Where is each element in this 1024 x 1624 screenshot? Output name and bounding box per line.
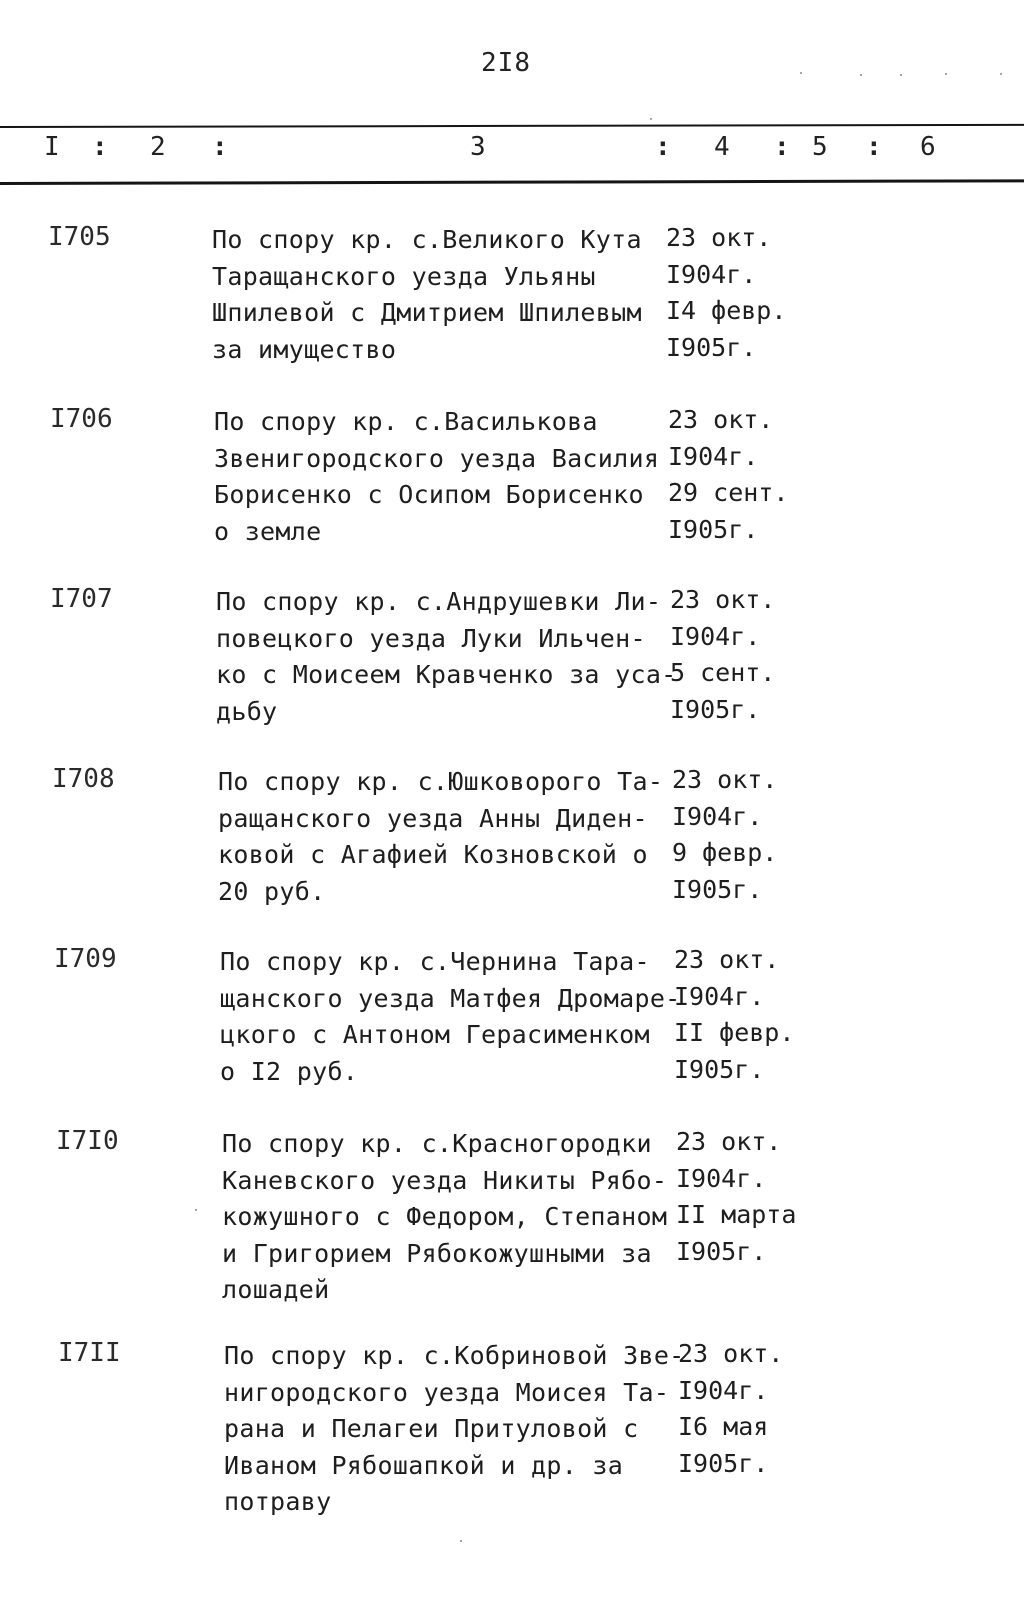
column-separator: : bbox=[866, 132, 882, 162]
description-line: лошадей bbox=[222, 1275, 330, 1304]
description-line: и Григорием Рябокожушными за bbox=[222, 1238, 652, 1268]
entry-number: I706 bbox=[50, 404, 113, 434]
description-line: нигородского уезда Моисея Та- bbox=[224, 1377, 670, 1407]
description-line: щанского уезда Матфея Дромаре- bbox=[220, 983, 681, 1013]
description-line: По спору кр. с.Кобриновой Зве- bbox=[224, 1341, 685, 1370]
entry-description bbox=[222, 1126, 682, 1309]
date-start: 23 окт. bbox=[666, 223, 772, 252]
column-header-4: 4 bbox=[714, 132, 730, 162]
description-line: ращанского уезда Анны Диден- bbox=[218, 803, 648, 833]
description-line: о земле bbox=[214, 516, 322, 546]
description-line: кожушного с Федором, Степаном bbox=[222, 1202, 668, 1231]
date-start: 23 окт. bbox=[676, 1127, 782, 1156]
scan-speck bbox=[800, 72, 802, 74]
description-line: По спору кр. с.Юшковорого Та- bbox=[218, 767, 664, 796]
date-start: 23 окт. bbox=[674, 945, 780, 974]
date-end: 9 февр. bbox=[672, 838, 778, 867]
date-start-year: I904г. bbox=[670, 621, 761, 651]
column-separator: : bbox=[212, 132, 228, 162]
date-end-year: I905г. bbox=[670, 694, 761, 724]
description-line: Каневского уезда Никиты Рябо- bbox=[222, 1165, 668, 1195]
column-separator: : bbox=[92, 132, 108, 162]
column-header-3: 3 bbox=[470, 132, 486, 162]
column-header-6: 6 bbox=[920, 132, 936, 162]
date-start-year: I904г. bbox=[674, 981, 765, 1011]
scan-speck bbox=[945, 73, 947, 75]
page-number: 2I8 bbox=[481, 48, 531, 78]
entry-number: I705 bbox=[48, 222, 111, 252]
description-line: ко с Моисеем Кравченко за уса- bbox=[216, 660, 677, 689]
scan-speck bbox=[1000, 73, 1002, 75]
entry-dates bbox=[676, 1124, 836, 1270]
date-start-year: I904г. bbox=[676, 1163, 767, 1193]
column-header-2: 2 bbox=[150, 132, 166, 162]
date-start: 23 окт. bbox=[668, 405, 774, 434]
description-line: о I2 руб. bbox=[220, 1056, 359, 1086]
table-header-bottom-rule bbox=[0, 179, 1024, 184]
date-end-year: I905г. bbox=[666, 332, 757, 362]
entry-number: I7I0 bbox=[56, 1126, 119, 1156]
date-end: 29 сент. bbox=[668, 478, 789, 507]
date-end: 5 сент. bbox=[670, 658, 776, 687]
description-line: 20 руб. bbox=[218, 876, 326, 906]
entry-description bbox=[218, 764, 678, 910]
date-end: II марта bbox=[676, 1200, 797, 1229]
description-line: По спору кр. с.Чернина Тара- bbox=[220, 947, 650, 976]
description-line: Шпилевой с Дмитрием Шпилевым bbox=[212, 298, 642, 327]
entry-number: I7II bbox=[58, 1338, 121, 1368]
date-end: I4 февр. bbox=[666, 296, 787, 325]
description-line: Звенигородского уезда Василия bbox=[214, 443, 660, 473]
entry-description bbox=[212, 222, 672, 368]
description-line: По спору кр. с.Великого Кута bbox=[212, 225, 642, 254]
entry-dates bbox=[674, 942, 834, 1088]
date-start: 23 окт. bbox=[672, 765, 778, 794]
column-header-1: I bbox=[44, 132, 60, 162]
entry-dates bbox=[678, 1336, 838, 1482]
entry-dates bbox=[672, 762, 832, 908]
entry-number: I708 bbox=[52, 764, 115, 794]
scan-speck bbox=[460, 1540, 462, 1542]
date-start-year: I904г. bbox=[678, 1375, 769, 1405]
description-line: за имущество bbox=[212, 334, 397, 364]
date-end-year: I905г. bbox=[676, 1236, 767, 1266]
date-end-year: I905г. bbox=[674, 1054, 765, 1084]
entry-description bbox=[224, 1338, 684, 1521]
description-line: По спору кр. с.Красногородки bbox=[222, 1129, 652, 1158]
description-line: Иваном Рябошапкой и др. за bbox=[224, 1450, 624, 1480]
table-header-top-rule bbox=[0, 124, 1024, 128]
scan-speck bbox=[195, 1209, 197, 1211]
scan-speck bbox=[650, 118, 652, 120]
date-end-year: I905г. bbox=[672, 874, 763, 904]
entry-description bbox=[220, 944, 680, 1090]
column-separator: : bbox=[655, 132, 671, 162]
scan-speck bbox=[900, 74, 902, 76]
date-end-year: I905г. bbox=[678, 1448, 769, 1478]
date-start-year: I904г. bbox=[666, 259, 757, 289]
description-line: потраву bbox=[224, 1487, 332, 1516]
description-line: ковой с Агафией Козновской о bbox=[218, 840, 648, 869]
entry-dates bbox=[668, 402, 828, 548]
description-line: цкого с Антоном Герасименком bbox=[220, 1020, 650, 1049]
column-separator: : bbox=[774, 132, 790, 162]
entry-dates bbox=[666, 220, 826, 366]
scan-speck bbox=[860, 74, 862, 76]
description-line: повецкого уезда Луки Ильчен- bbox=[216, 623, 646, 653]
description-line: По спору кр. с.Андрушевки Ли- bbox=[216, 587, 662, 616]
column-header-5: 5 bbox=[812, 132, 828, 162]
description-line: Борисенко с Осипом Борисенко bbox=[214, 480, 644, 509]
entry-description bbox=[214, 404, 674, 550]
description-line: Таращанского уезда Ульяны bbox=[212, 261, 596, 291]
date-start-year: I904г. bbox=[668, 441, 759, 471]
date-start: 23 окт. bbox=[678, 1339, 784, 1368]
description-line: дьбу bbox=[216, 696, 278, 726]
date-start-year: I904г. bbox=[672, 801, 763, 831]
date-end: I6 мая bbox=[678, 1412, 769, 1441]
entry-dates bbox=[670, 582, 830, 728]
date-end-year: I905г. bbox=[668, 514, 759, 544]
entry-description bbox=[216, 584, 676, 730]
entry-number: I709 bbox=[54, 944, 117, 974]
description-line: рана и Пелагеи Притуловой с bbox=[224, 1414, 639, 1443]
description-line: По спору кр. с.Василькова bbox=[214, 407, 598, 436]
date-end: II февр. bbox=[674, 1018, 795, 1047]
entry-number: I707 bbox=[50, 584, 113, 614]
date-start: 23 окт. bbox=[670, 585, 776, 614]
